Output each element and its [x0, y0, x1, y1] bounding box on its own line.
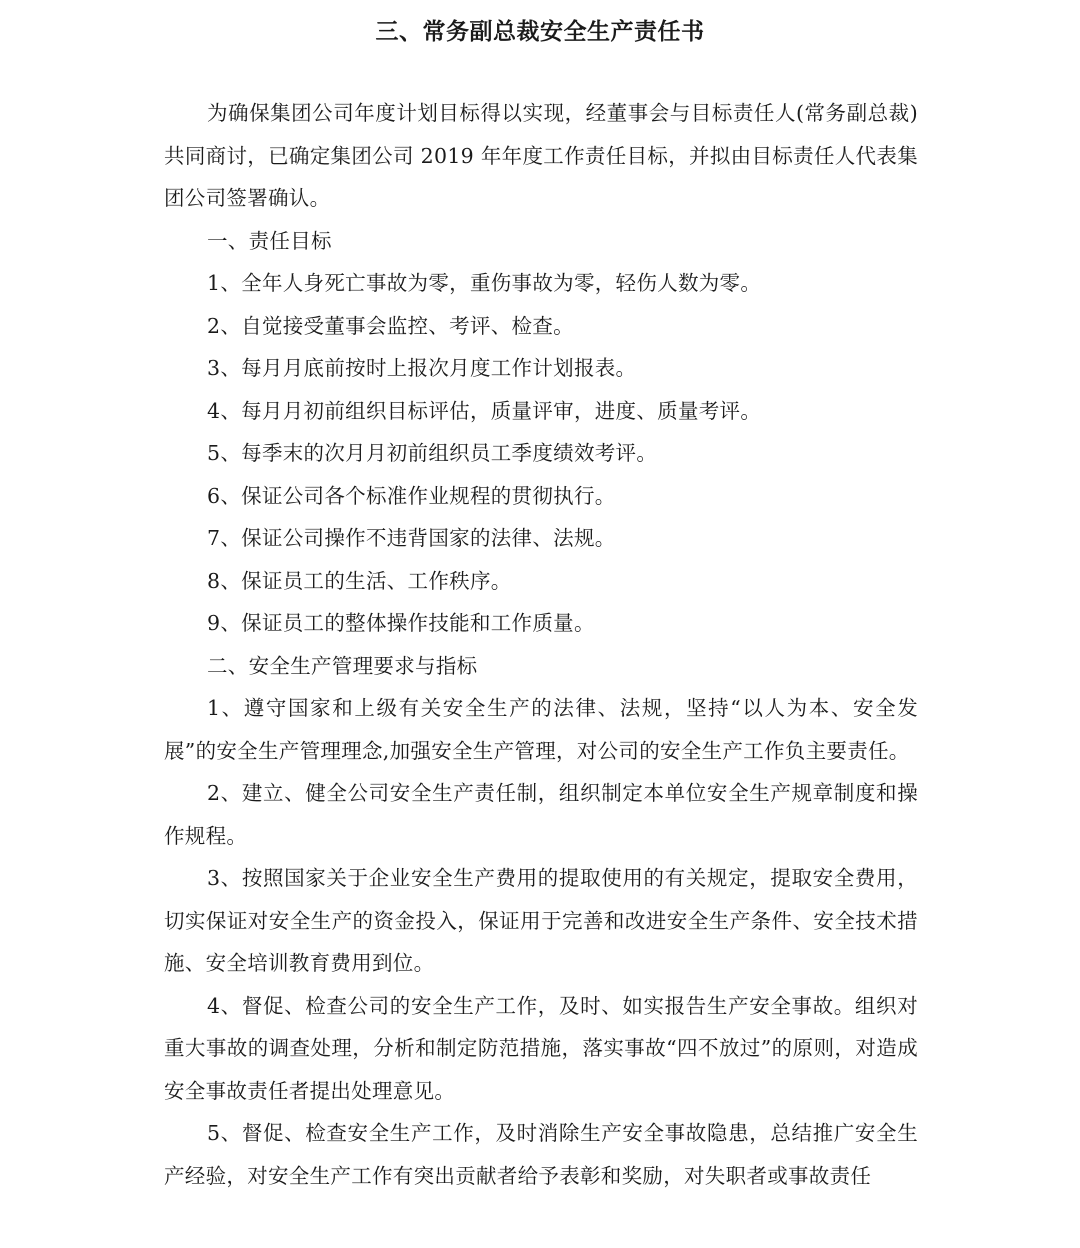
goal-item: 5、每季末的次月月初前组织员工季度绩效考评。: [207, 441, 658, 465]
requirement-item: 4、督促、检查公司的安全生产工作，及时、如实报告生产安全事故。组织对重大事故的调查处理，分析和制定防范措施，落实事故“四不放过”的原则，对造成安全事故责任者提出处理意见。: [164, 993, 918, 1103]
requirement-item: 2、建立、健全公司安全生产责任制，组织制定本单位安全生产规章制度和操作规程。: [164, 781, 918, 848]
goal-item: 9、保证员工的整体操作技能和工作质量。: [207, 611, 595, 635]
document-title: 三、常务副总裁安全生产责任书: [375, 18, 705, 45]
goal-item: 3、每月月底前按时上报次月度工作计划报表。: [207, 356, 637, 380]
goal-item: 7、保证公司操作不违背国家的法律、法规。: [207, 526, 616, 550]
requirement-item: 3、按照国家关于企业安全生产费用的提取使用的有关规定，提取安全费用，切实保证对安全生产的资金投入，保证用于完善和改进安全生产条件、安全技术措施、安全培训教育费用到位。: [164, 866, 918, 975]
document-body: [164, 92, 918, 1197]
goal-item: 8、保证员工的生活、工作秩序。: [207, 568, 512, 593]
section-heading-safety-requirements: 二、安全生产管理要求与指标: [207, 653, 478, 678]
goal-item: 4、每月月初前组织目标评估，质量评审，进度、质量考评。: [207, 398, 762, 423]
goal-item: 2、自觉接受董事会监控、考评、检查。: [207, 313, 574, 338]
section-heading-responsibility-goals: 一、责任目标: [207, 228, 332, 253]
goal-item: 1、全年人身死亡事故为零，重伤事故为零，轻伤人数为零。: [207, 271, 762, 295]
goal-item: 6、保证公司各个标准作业规程的贯彻执行。: [207, 483, 616, 508]
requirement-item: 1、遵守国家和上级有关安全生产的法律、法规，坚持“以人为本、安全发展”的安全生产管理理念,加强安全生产管理，对公司的安全生产工作负主要责任。: [164, 696, 918, 763]
requirement-item: 5、督促、检查安全生产工作，及时消除生产安全事故隐患，总结推广安全生产经验，对安全生产工作有突出贡献者给予表彰和奖励，对失职者或事故责任: [164, 1121, 918, 1188]
intro-paragraph: 为确保集团公司年度计划目标得以实现，经董事会与目标责任人(常务副总裁)共同商讨，已确定集团公司 2019 年年度工作责任目标，并拟由目标责任人代表集团公司签署确认。: [164, 101, 918, 210]
